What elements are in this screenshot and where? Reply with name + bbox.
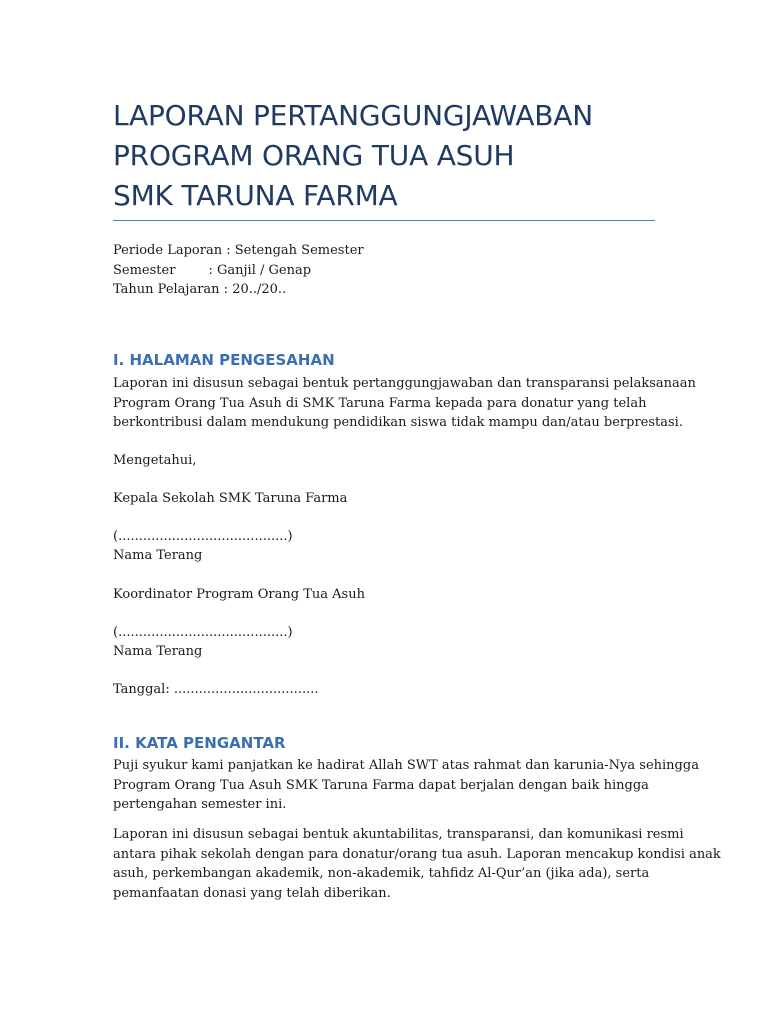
section-2-paragraph-2	[113, 825, 721, 903]
title-divider	[113, 220, 655, 221]
intro-line: Laporan ini disusun sebagai bentuk pertanggungjawaban dan transparansi pelaksanaan	[113, 376, 696, 391]
section-2-paragraph-1	[113, 756, 699, 815]
title-line-2: PROGRAM ORANG TUA ASUH	[113, 139, 515, 172]
paragraph-line: asuh, perkembangan akademik, non-akademik, tahfidz Al-Qur’an (jika ada), serta	[113, 866, 650, 881]
paragraph-line: antara pihak sekolah dengan para donatur/orang tua asuh. Laporan mencakup kondisi anak	[113, 846, 721, 862]
meta-academic-year: Tahun Pelajaran : 20../20..	[113, 282, 287, 297]
section-1-heading: I. HALAMAN PENGESAHAN	[113, 351, 335, 369]
principal-title: Kepala Sekolah SMK Taruna Farma	[113, 491, 348, 506]
principal-name-label: Nama Terang	[113, 548, 203, 563]
paragraph-line: Laporan ini disusun sebagai bentuk akuntabilitas, transparansi, dan komunikasi resmi	[113, 827, 684, 842]
coordinator-name-label: Nama Terang	[113, 644, 203, 659]
intro-line: berkontribusi dalam mendukung pendidikan siswa tidak mampu dan/atau berprestasi.	[113, 415, 683, 430]
paragraph-line: pertengahan semester ini.	[113, 797, 287, 812]
meta-period: Periode Laporan : Setengah Semester	[113, 243, 364, 258]
date-line: Tanggal: ...................................	[113, 682, 319, 697]
meta-semester: Semester : Ganjil / Genap	[113, 262, 312, 278]
principal-signature-line: (.........................................)	[113, 529, 293, 544]
paragraph-line: Program Orang Tua Asuh SMK Taruna Farma dapat berjalan dengan baik hingga	[113, 777, 649, 793]
coordinator-signature-line: (.........................................)	[113, 625, 293, 640]
acknowledge-text: Mengetahui,	[113, 453, 197, 468]
paragraph-line: Puji syukur kami panjatkan ke hadirat Allah SWT atas rahmat dan karunia-Nya sehingga	[113, 758, 699, 773]
intro-line: Program Orang Tua Asuh di SMK Taruna Farma kepada para donatur yang telah	[113, 395, 647, 411]
title-line-3: SMK TARUNA FARMA	[113, 179, 398, 212]
title-line-1: LAPORAN PERTANGGUNGJAWABAN	[113, 99, 594, 132]
report-meta	[113, 241, 655, 300]
document-title	[113, 96, 655, 216]
paragraph-line: pemanfaatan donasi yang telah diberikan.	[113, 885, 391, 901]
section-1-intro	[113, 374, 696, 433]
coordinator-title: Koordinator Program Orang Tua Asuh	[113, 587, 365, 602]
section-2-heading: II. KATA PENGANTAR	[113, 734, 286, 752]
